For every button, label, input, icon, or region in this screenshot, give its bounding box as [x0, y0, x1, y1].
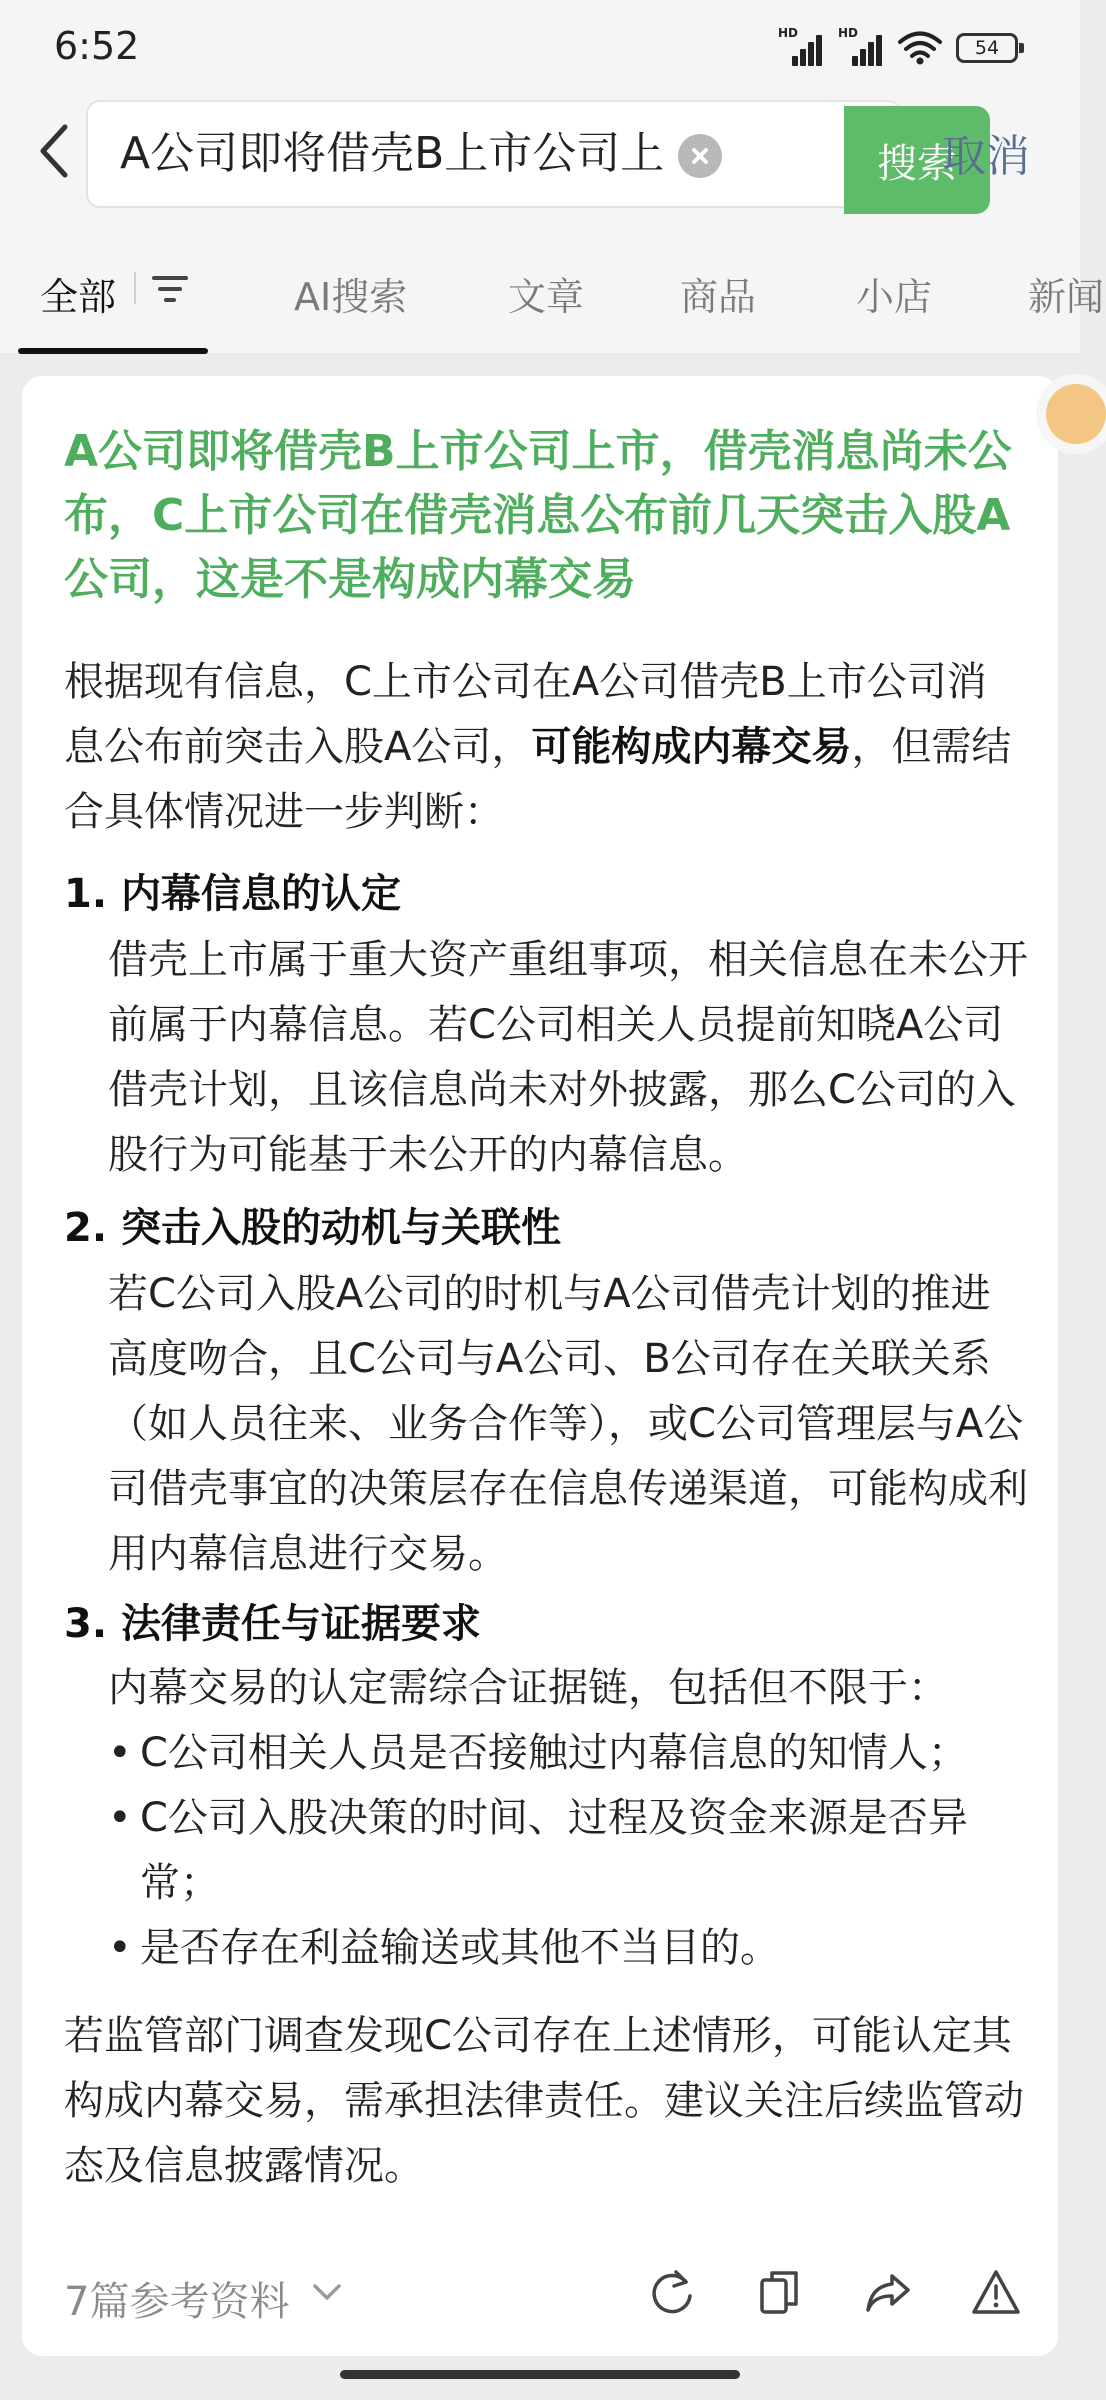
tab-products[interactable]: 商品	[680, 275, 757, 319]
signal-hd-label: HD	[838, 26, 859, 40]
wifi-icon	[898, 31, 942, 65]
home-indicator[interactable]	[340, 2370, 740, 2379]
section-body-1: 借壳上市属于重大资产重组事项，相关信息在未公开前属于内幕信息。若C公司相关人员提前知晓A公司借壳计划，且该信息尚未对外披露，那么C公司的入股行为可能基于未公开的内幕信息。	[108, 937, 1028, 1178]
search-input[interactable]: A公司即将借壳B上市公司上	[120, 128, 665, 179]
back-arrow-icon	[37, 123, 71, 179]
section-title-2: 2. 突击入股的动机与关联性	[64, 1205, 561, 1251]
tab-bar	[0, 236, 1105, 354]
tab-all[interactable]: 全部	[40, 275, 117, 319]
cancel-button[interactable]: 取消	[942, 131, 1030, 182]
clear-icon	[689, 145, 711, 167]
tab-ai-search[interactable]: AI搜索	[294, 275, 408, 319]
tab-articles[interactable]: 文章	[508, 275, 585, 319]
tab-divider	[134, 272, 136, 304]
chevron-down-icon[interactable]	[312, 2282, 342, 2302]
filter-icon[interactable]	[150, 272, 190, 306]
status-icons	[778, 26, 1018, 66]
intro-text-end: ，但需结合具体情况进一步判断：	[64, 724, 1012, 835]
back-button[interactable]	[28, 118, 80, 184]
battery-icon: 54	[956, 33, 1018, 63]
answer-intro	[64, 650, 1024, 845]
signal-hd-label: HD	[778, 26, 799, 40]
search-header	[0, 96, 1080, 236]
section-title-1: 1. 内幕信息的认定	[64, 871, 401, 917]
section-body-2: 若C公司入股A公司的时机与A公司借壳计划的推进高度吻合，且C公司与A公司、B公司存在关联关系（如人员往来、业务合作等），或C公司管理层与A公司借壳事宜的决策层存在信息传递渠道，可能构成利用内幕信息进行交易。	[108, 1271, 1028, 1577]
floating-assistant-button[interactable]	[1046, 384, 1106, 444]
refresh-icon[interactable]	[646, 2266, 698, 2318]
intro-text: 根据现有信息，C上市公司在A公司借壳B上市公司消息公布前突击入股A公司，	[64, 659, 987, 770]
status-time: 6:52	[54, 24, 140, 68]
copy-icon[interactable]	[754, 2266, 806, 2318]
intro-highlight: 可能构成内幕交易	[531, 724, 852, 770]
list-item: • 是否存在利益输送或其他不当目的。	[108, 1916, 1028, 1981]
signal-icon	[838, 26, 884, 66]
tab-news[interactable]: 新闻	[1028, 275, 1105, 319]
answer-footer	[22, 2246, 1058, 2346]
section-title-3: 3. 法律责任与证据要求	[64, 1601, 481, 1647]
answer-title: A公司即将借壳B上市公司上市，借壳消息尚未公布，C上市公司在借壳消息公布前几天突击入股A公司，这是不是构成内幕交易	[64, 426, 1012, 605]
section-body-3: 内幕交易的认定需综合证据链，包括但不限于：	[108, 1665, 948, 1711]
clear-search-button[interactable]	[678, 134, 722, 178]
status-bar	[0, 0, 1080, 96]
search-button[interactable]: 搜索	[844, 106, 990, 214]
signal-icon	[778, 26, 824, 66]
search-box	[86, 100, 957, 208]
ai-answer-card	[22, 376, 1058, 2356]
tab-shops[interactable]: 小店	[856, 275, 933, 319]
references-toggle[interactable]: 7篇参考资料	[64, 2279, 290, 2325]
list-item: • C公司相关人员是否接触过内幕信息的知情人；	[108, 1721, 1028, 1786]
list-item: • C公司入股决策的时间、过程及资金来源是否异常；	[108, 1786, 1028, 1916]
warning-icon[interactable]	[970, 2266, 1022, 2318]
share-icon[interactable]	[862, 2266, 914, 2318]
active-tab-indicator	[18, 348, 208, 354]
answer-conclusion: 若监管部门调查发现C公司存在上述情形，可能认定其构成内幕交易，需承担法律责任。建议关注后续监管动态及信息披露情况。	[64, 2013, 1024, 2189]
